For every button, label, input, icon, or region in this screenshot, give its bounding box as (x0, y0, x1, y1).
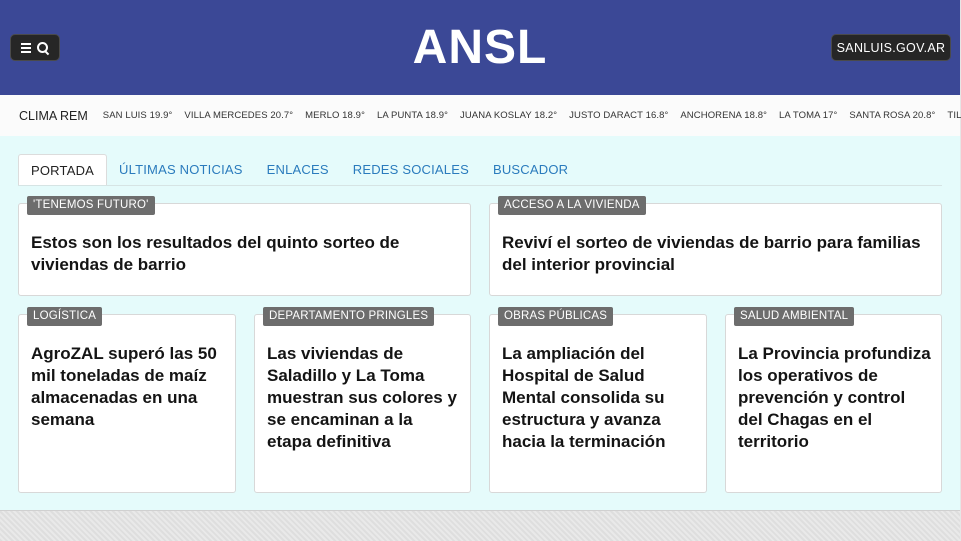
site-logo[interactable]: ANSL (412, 21, 548, 74)
article-card[interactable] (489, 310, 707, 493)
article-title[interactable]: Estos son los resultados del quinto sorteo de viviendas de barrio (31, 233, 400, 274)
section-tabs (18, 154, 580, 185)
article-tag: LOGÍSTICA (27, 307, 102, 326)
tab-redes-sociales[interactable]: REDES SOCIALES (352, 162, 469, 177)
article-tag: DEPARTAMENTO PRINGLES (263, 307, 434, 326)
article-card[interactable] (489, 199, 942, 296)
article-tag: SALUD AMBIENTAL (734, 307, 854, 326)
weather-item: MERLO 18.9° (305, 110, 365, 121)
article-tag: OBRAS PÚBLICAS (498, 307, 613, 326)
weather-item: LA TOMA 17° (778, 110, 838, 121)
weather-item: JUANA KOSLAY 18.2° (460, 110, 558, 121)
weather-item: VILLA MERCEDES 20.7° (184, 110, 294, 121)
article-title[interactable]: AgroZAL superó las 50 mil toneladas de maíz almacenadas en una semana (31, 344, 217, 429)
article-title[interactable]: La Provincia profundiza los operativos de prevención y control del Chagas en el territorio (738, 344, 931, 451)
footer-strip (0, 510, 960, 541)
article-card[interactable] (18, 310, 236, 493)
sanluis-gov-link[interactable]: SANLUIS.GOV.AR (831, 34, 951, 61)
weather-item: TIL (947, 110, 961, 121)
weather-item: LA PUNTA 18.9° (376, 110, 448, 121)
article-card[interactable] (18, 199, 471, 296)
article-card[interactable] (254, 310, 471, 493)
weather-ticker (0, 95, 960, 137)
article-title[interactable]: Reviví el sorteo de viviendas de barrio para familias del interior provincial (502, 233, 921, 274)
weather-title: CLIMA REM (19, 108, 88, 123)
tab-enlaces[interactable]: ENLACES (266, 162, 329, 177)
article-tag: ACCESO A LA VIVIENDA (498, 196, 646, 215)
weather-item: JUSTO DARACT 16.8° (569, 110, 669, 121)
weather-item: ANCHORENA 18.8° (680, 110, 767, 121)
weather-item: SANTA ROSA 20.8° (849, 110, 936, 121)
tab-portada[interactable]: PORTADA (18, 154, 107, 185)
tab-buscador[interactable]: BUSCADOR (492, 162, 569, 177)
article-title[interactable]: Las viviendas de Saladillo y La Toma muestran sus colores y se encaminan a la etapa definitiva (267, 344, 457, 451)
main-content (0, 136, 960, 510)
weather-item: SAN LUIS 19.9° (102, 110, 173, 121)
article-card[interactable] (725, 310, 942, 493)
tab-ultimas-noticias[interactable]: ÚLTIMAS NOTICIAS (119, 162, 243, 177)
article-title[interactable]: La ampliación del Hospital de Salud Mental consolida su estructura y avanza hacia la terminación (502, 344, 666, 451)
article-tag: 'TENEMOS FUTURO' (27, 196, 155, 215)
site-header (0, 0, 960, 95)
tab-divider (18, 185, 942, 186)
